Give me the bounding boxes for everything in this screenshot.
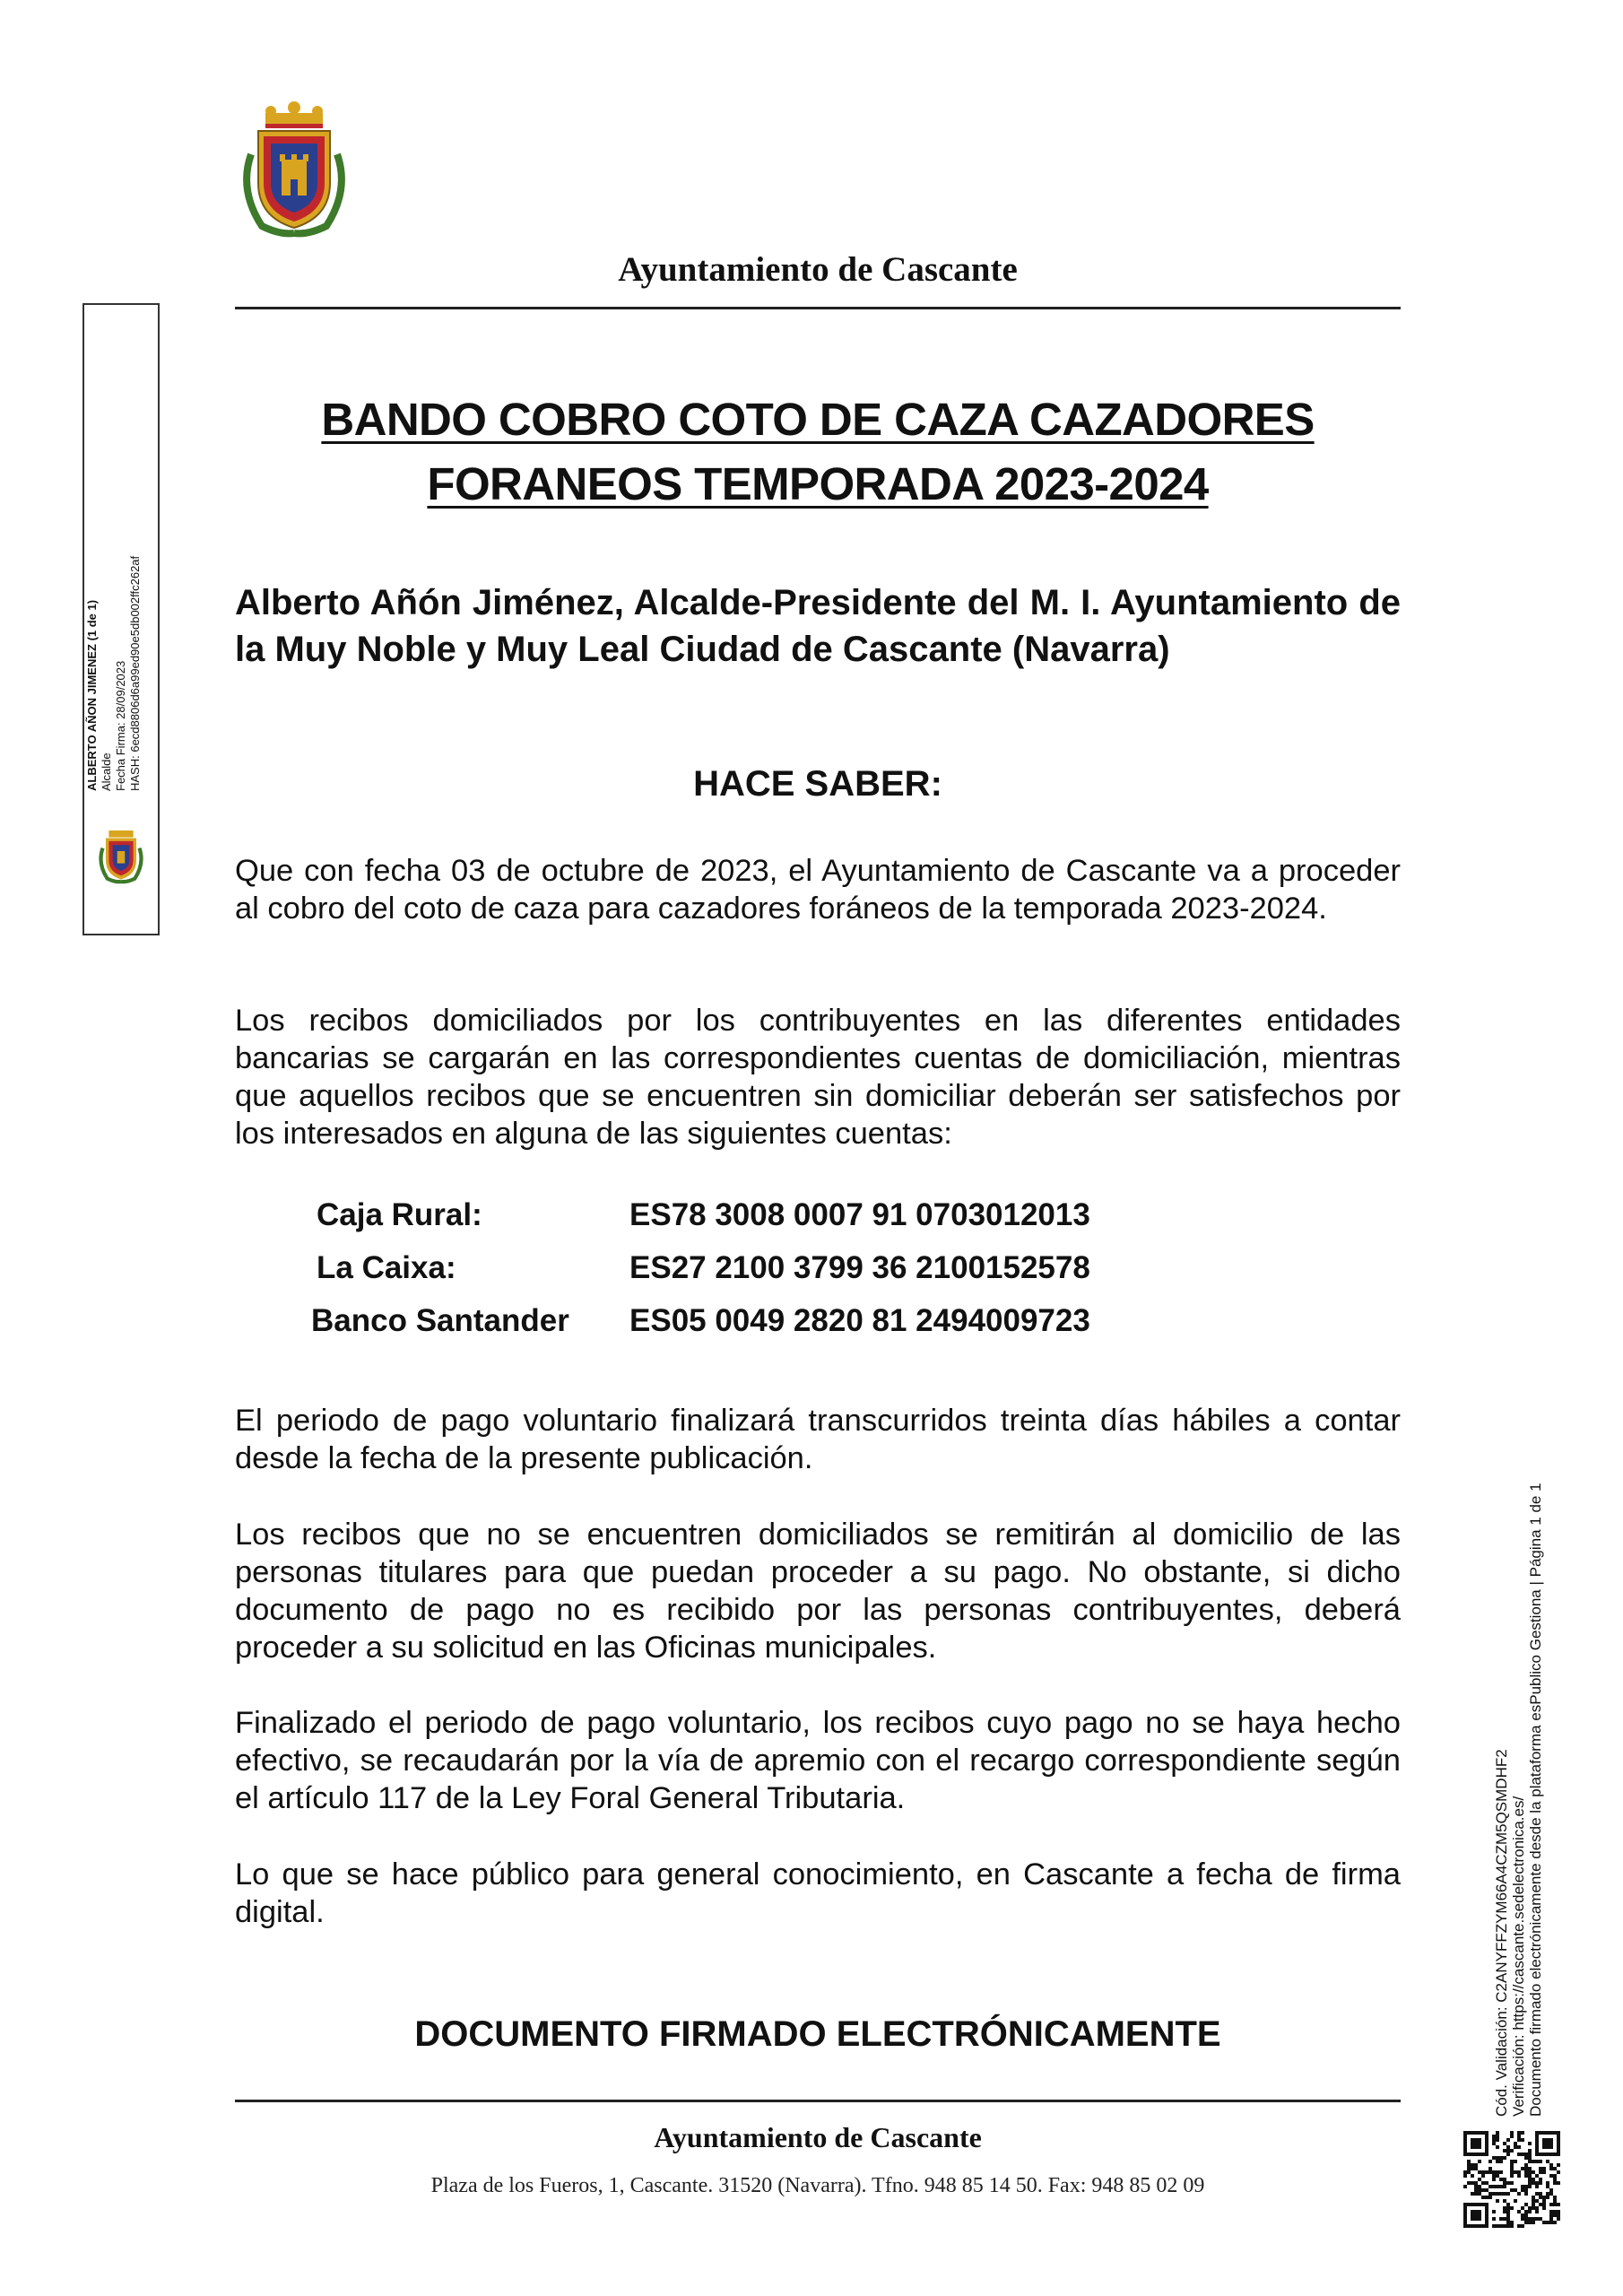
paragraph-voluntary-period: El periodo de pago voluntario finalizará transcurridos treinta días hábiles a contar desde la fecha de la presente publicación.	[235, 1404, 1401, 1475]
signature-crest-icon	[93, 825, 149, 884]
footer-divider	[235, 2100, 1401, 2102]
signer-name: ALBERTO AÑON JIMENEZ (1 de 1)	[85, 599, 99, 791]
document-title-line-1: BANDO COBRO COTO DE CAZA CAZADORES	[321, 394, 1315, 445]
account-bank-name: Banco Santander	[311, 1303, 569, 1338]
account-bank-name: Caja Rural:	[317, 1197, 482, 1232]
signature-details	[85, 549, 166, 791]
paragraph-collection-date: Que con fecha 03 de octubre de 2023, el Ayuntamiento de Cascante va a proceder al cobro del coto de caza para cazadores foráneos de la temporada 2023-2024.	[235, 854, 1401, 926]
footer-organization: Ayuntamiento de Cascante	[654, 2121, 982, 2153]
header-divider	[235, 307, 1401, 309]
platform-notice: Documento firmado electrónicamente desde la plataforma esPublico Gestiona | Página 1 de 1	[1527, 1483, 1544, 2117]
validation-code: Cód. Validación: C2ANYFFZYM66A4CZM5QSMDHF2	[1493, 1749, 1510, 2117]
qr-code	[1463, 2131, 1560, 2228]
hace-saber-heading: HACE SABER:	[693, 764, 942, 804]
paragraph-payment-accounts: Los recibos domiciliados por los contribuyentes en las diferentes entidades bancarias se cargarán en las correspondientes cuentas de domiciliación, mientras que aquellos recibos que se encuentren sin domiciliar deberán ser satisfechos por los interesados en alguna de las siguientes cuentas:	[235, 1004, 1401, 1151]
signature-date: Fecha Firma: 28/09/2023	[114, 660, 127, 791]
footer-address: Plaza de los Fueros, 1, Cascante. 31520 (Navarra). Tfno. 948 85 14 50. Fax: 948 85 02 09	[430, 2174, 1205, 2197]
account-iban: ES78 3008 0007 91 0703012013	[629, 1197, 1090, 1232]
account-iban: ES27 2100 3799 36 2100152578	[629, 1250, 1090, 1285]
account-bank-name: La Caixa:	[317, 1250, 456, 1285]
issuer-statement: Alberto Añón Jiménez, Alcalde-Presidente del M. I. Ayuntamiento de la Muy Noble y Muy Leal Ciudad de Cascante (Navarra)	[235, 583, 1401, 669]
paragraph-public-notice: Lo que se hace público para general conocimiento, en Cascante a fecha de firma digital.	[235, 1857, 1401, 1929]
validation-details	[1493, 1435, 1574, 2117]
paragraph-enforcement: Finalizado el periodo de pago voluntario, los recibos cuyo pago no se haya hecho efectivo, se recaudarán por la vía de apremio con el recargo correspondiente según el artículo 117 de la Ley Foral General Tributaria.	[235, 1706, 1401, 1815]
coat-of-arms-logo	[235, 100, 353, 239]
signer-role: Alcalde	[100, 752, 113, 791]
paragraph-non-domiciled: Los recibos que no se encuentren domiciliados se remitirán al domicilio de las personas titulares para que puedan proceder a su pago. No obstante, si dicho documento de pago no es recibido por las personas contribuyentes, deberá proceder a su solicitud en las Oficinas municipales.	[235, 1518, 1401, 1665]
document-title-line-2: FORANEOS TEMPORADA 2023-2024	[427, 458, 1209, 509]
signature-hash: HASH: 6ecd8806d6a99ed90e5db002ffc262af	[128, 555, 142, 791]
account-iban: ES05 0049 2820 81 2494009723	[629, 1303, 1090, 1338]
signed-notice: DOCUMENTO FIRMADO ELECTRÓNICAMENTE	[414, 2014, 1221, 2054]
verification-url: Verificación: https://cascante.sedelectronica.es/	[1510, 1796, 1527, 2117]
header-organization: Ayuntamiento de Cascante	[618, 250, 1018, 289]
